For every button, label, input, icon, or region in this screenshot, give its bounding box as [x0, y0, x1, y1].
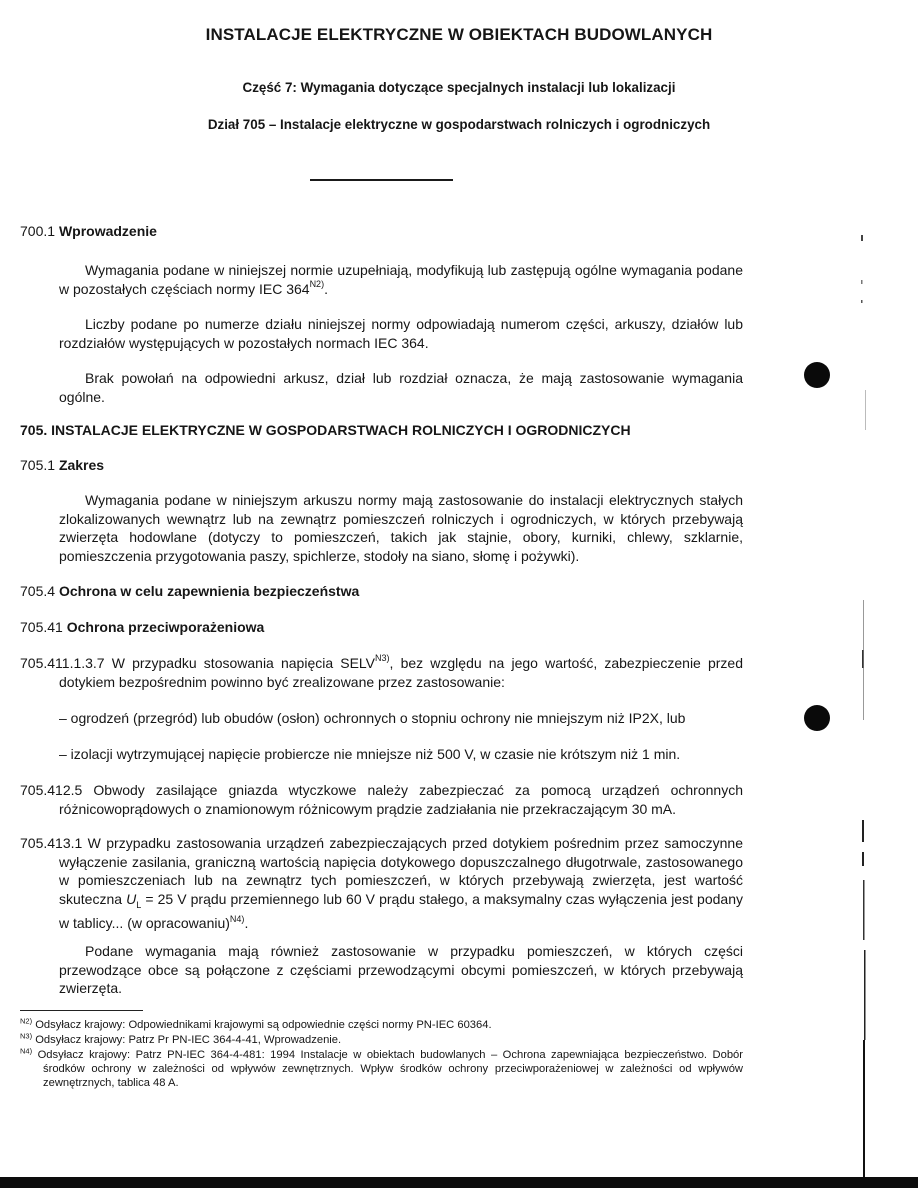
- clause-705-411: [20, 654, 743, 691]
- footnote-n3: [20, 1033, 743, 1047]
- scope-heading-text: Zakres: [58, 457, 105, 473]
- footnote-n3-mark: N3): [20, 1031, 33, 1041]
- footnote-n2-mark: N2): [20, 1016, 33, 1026]
- section-subtitle: Dział 705 – Instalacje elektryczne w gospodarstwach rolniczych i ogrodniczych: [207, 117, 711, 132]
- punch-hole-upper: [804, 362, 830, 388]
- scope-heading-number: 705.1: [20, 457, 56, 473]
- footnote-divider: [20, 1010, 143, 1011]
- footnote-n4: [20, 1048, 743, 1091]
- scope-paragraph: Wymagania podane w niniejszym arkuszu normy mają zastosowanie do instalacji elektrycznych stałych zlokalizowanych wewnątrz lub na zewnątrz pomieszczeń rolniczych i ogrodniczych, w których przebywają zwierzęta hodowlane (dotyczy to pomieszczeń, takich jak stajnie, obory, kurniki, chlewy, szklarnie, pomieszczenia przygotowania paszy, spichlerze, stodoły na siano, słomę i pożywki).: [59, 492, 743, 564]
- clause-705-412: 705.412.5 Obwody zasilające gniazda wtyczkowe należy zabezpieczać za pomocą urządzeń ochronnych różnicowoprądowych o znamionowym różnicowym prądzie zadziałania nie przekraczającym 30 mA.: [20, 782, 743, 817]
- intro-heading-text: Wprowadzenie: [58, 223, 157, 239]
- intro-paragraph-1-end: .: [324, 280, 328, 297]
- footnote-n4-mark: N4): [20, 1046, 33, 1056]
- scan-bottom-border: [0, 1177, 918, 1188]
- voltage-symbol: U: [126, 890, 137, 907]
- footnote-n2: [20, 1018, 743, 1032]
- safety-heading: [20, 583, 359, 599]
- intro-heading-number: 700.1: [20, 223, 56, 239]
- title-divider: [310, 179, 453, 181]
- clause-705-413-text-a: 705.413.1 W przypadku zastosowania urządzeń zabezpieczających przed dotykiem pośrednim przez samoczynne wyłączenie zasilania, graniczną wartością napięcia dotykowego dopuszczalnego długotrwale, zastosowanego w pomieszczeniach lub na zewnątrz tych pomieszczeń, w których przebywają zwierzęta, jest wartość skuteczna: [20, 835, 743, 907]
- scan-edge-noise: [858, 180, 918, 1180]
- shock-heading-text: Ochrona przeciwporażeniowa: [66, 619, 265, 635]
- footnote-n3-text: Odsyłacz krajowy: Patrz Pr PN-IEC 364-4-41, Wprowadzenie.: [35, 1034, 342, 1046]
- punch-hole-lower: [804, 705, 830, 731]
- intro-paragraph-1: [59, 261, 743, 298]
- footnote-ref-n2[interactable]: N2): [309, 278, 325, 289]
- clause-705-411-lead: 705.411.1.3.7 W przypadku stosowania napięcia SELV: [20, 655, 376, 671]
- footnote-n4-text: Odsyłacz krajowy: Patrz PN-IEC 364-4-481: 1994 Instalacje w obiektach budowlanych – Ochrona zapewniająca bezpieczeństwo. Dobór środków ochrony w zależności od wpływów zewnętrznych. Wpływ środków ochrony przeciwporażeniowej w zależności od wpływów zewnętrznych, tablica 48 A.: [37, 1049, 743, 1090]
- safety-heading-text: Ochrona w celu zapewnienia bezpieczeństwa: [58, 583, 360, 599]
- intro-paragraph-2: Liczby podane po numerze działu niniejszej normy odpowiadają numerom części, arkuszy, działów lub rozdziałów występujących w pozostałych normach IEC 364.: [59, 316, 743, 351]
- shock-heading: [20, 619, 264, 635]
- chapter-heading: 705. INSTALACJE ELEKTRYCZNE W GOSPODARSTWACH ROLNICZYCH I OGRODNICZYCH: [20, 422, 631, 438]
- footnote-ref-n4[interactable]: N4): [229, 913, 245, 924]
- part-subtitle: Część 7: Wymagania dotyczące specjalnych instalacji lub lokalizacji: [242, 80, 676, 95]
- scope-heading: [20, 457, 104, 473]
- clause-705-411-item-2: – izolacji wytrzymującej napięcie probiercze nie mniejsze niż 500 V, w czasie nie krótszym niż 1 min.: [59, 746, 681, 762]
- clause-705-411-item-1: – ogrodzeń (przegród) lub obudów (osłon) ochronnych o stopniu ochrony nie mniejszym niż IP2X, lub: [59, 710, 686, 726]
- clause-705-413: [20, 834, 743, 933]
- document-title: INSTALACJE ELEKTRYCZNE W OBIEKTACH BUDOWLANYCH: [205, 25, 713, 44]
- clause-705-413-end: .: [244, 915, 249, 932]
- clause-705-413-paragraph-2: Podane wymagania mają również zastosowanie w przypadku pomieszczeń, w których części przewodzące obce są połączone z częściami przewodzącymi obcymi pomieszczeń, w których przebywają zwierzęta.: [59, 943, 743, 997]
- footnote-n2-text: Odsyłacz krajowy: Odpowiednikami krajowymi są odpowiednie części normy PN-IEC 60364.: [35, 1019, 492, 1031]
- intro-paragraph-1-text: Wymagania podane w niniejszej normie uzupełniają, modyfikują lub zastępują ogólne wymagania podane w pozostałych częściach normy IEC 364: [59, 262, 743, 297]
- intro-heading: [20, 223, 157, 239]
- intro-paragraph-3: Brak powołań na odpowiedni arkusz, dział lub rozdział oznacza, że mają zastosowanie wymagania ogólne.: [59, 370, 743, 405]
- safety-heading-number: 705.4: [20, 583, 56, 599]
- voltage-symbol-subscript: L: [136, 899, 142, 910]
- footnote-ref-n3[interactable]: N3): [375, 653, 390, 664]
- shock-heading-number: 705.41: [20, 619, 63, 635]
- clause-705-413-text-b: = 25 V prądu przemiennego lub 60 V prądu stałego, a maksymalny czas wyłączenia jest podany w tablicy... (w opracowaniu): [59, 890, 743, 932]
- clause-705-411-rest: , bez względu na jego wartość, zabezpieczenie przed dotykiem bezpośrednim powinno być zrealizowane przez zastosowanie:: [59, 655, 744, 690]
